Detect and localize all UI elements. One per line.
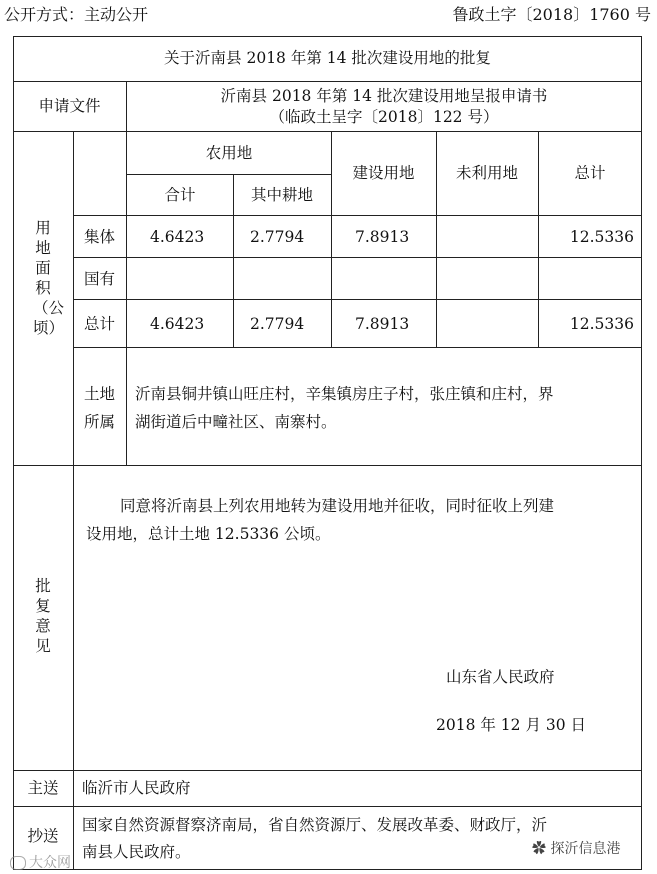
header-farmland: 农用地 [205, 144, 253, 162]
header-construction: 建设用地 [352, 164, 415, 182]
row-construction: 7.8913 [355, 315, 410, 333]
opinion-line-1: 同意将沂南县上列农用地转为建设用地并征收，同时征收上列建 [120, 497, 555, 515]
opinion-signer: 山东省人民政府 [446, 668, 555, 686]
copy-to-label: 抄送 [27, 827, 59, 845]
opinion-label: 批复意见 [35, 577, 51, 655]
watermark-right [532, 838, 620, 858]
send-to-label: 主送 [27, 779, 59, 797]
header-unused: 未利用地 [455, 164, 518, 182]
watermark-logo-icon [10, 856, 26, 870]
document-title: 关于沂南县 2018 年第 14 批次建设用地的批复 [164, 49, 491, 67]
wechat-icon: ✿ [532, 841, 546, 857]
opinion-line-2: 设用地，总计土地 12.5336 公顷。 [86, 525, 331, 543]
header-total: 总计 [574, 164, 606, 182]
copy-to-line-1: 国家自然资源督察济南局，省自然资源厅、发展改革委、财政厅，沂 [82, 816, 548, 834]
rule-opinion-divider [73, 465, 74, 770]
row-construction: 7.8913 [355, 228, 410, 246]
watermark-left-text: 大众网 [29, 855, 71, 871]
send-to-value: 临沂市人民政府 [82, 779, 191, 797]
application-line-2: （临政土呈字〔2018〕122 号） [269, 108, 499, 126]
copy-to-line-2: 南县人民政府。 [82, 843, 191, 861]
watermark-left [10, 852, 71, 872]
rule-farmland-sub [233, 174, 331, 175]
ownership-line-2: 湖街道后中疃社区、南寨村。 [135, 413, 337, 431]
rule-area-bottom [13, 465, 642, 466]
document-number: 鲁政土字〔2018〕1760 号 [452, 5, 651, 24]
rule-row2-bottom [73, 299, 642, 300]
row-name: 国有 [83, 270, 115, 288]
row-total: 12.5336 [569, 315, 634, 333]
rule-rowname-divider [126, 131, 127, 465]
rule-application-bottom [13, 131, 642, 132]
row-total: 12.5336 [569, 228, 634, 246]
rule-header-bottom [73, 215, 642, 216]
ownership-line-1: 沂南县铜井镇山旺庄村，辛集镇房庄子村，张庄镇和庄村，界 [135, 385, 554, 403]
rule-sendto-bottom [13, 806, 642, 807]
rule-bottom-divider [73, 770, 74, 870]
application-label: 申请文件 [38, 97, 101, 115]
row-subtotal: 4.6423 [150, 315, 205, 333]
row-subtotal: 4.6423 [150, 228, 205, 246]
rule-title-bottom [13, 81, 642, 82]
ownership-label-line-2: 所属 [83, 413, 115, 431]
header-cultivated: 其中耕地 [250, 186, 313, 204]
ownership-label-line-1: 土地 [83, 385, 115, 403]
rule-opinion-bottom [13, 770, 642, 771]
disclosure-mode: 公开方式：主动公开 [4, 5, 149, 24]
watermark-right-text: 探沂信息港 [550, 841, 621, 857]
rule-row3-bottom [73, 347, 642, 348]
rule-row1-bottom [73, 257, 642, 258]
header-subtotal: 合计 [164, 186, 196, 204]
row-name: 总计 [83, 315, 115, 333]
rule-farmland-sub2 [127, 174, 233, 175]
opinion-date: 2018 年 12 月 30 日 [436, 716, 587, 734]
application-line-1: 沂南县 2018 年第 14 批次建设用地呈报申请书 [220, 87, 548, 105]
row-cultivated: 2.7794 [250, 315, 305, 333]
row-name: 集体 [83, 228, 115, 246]
row-cultivated: 2.7794 [250, 228, 305, 246]
land-area-label: 用地面积（公顷） [33, 219, 65, 337]
